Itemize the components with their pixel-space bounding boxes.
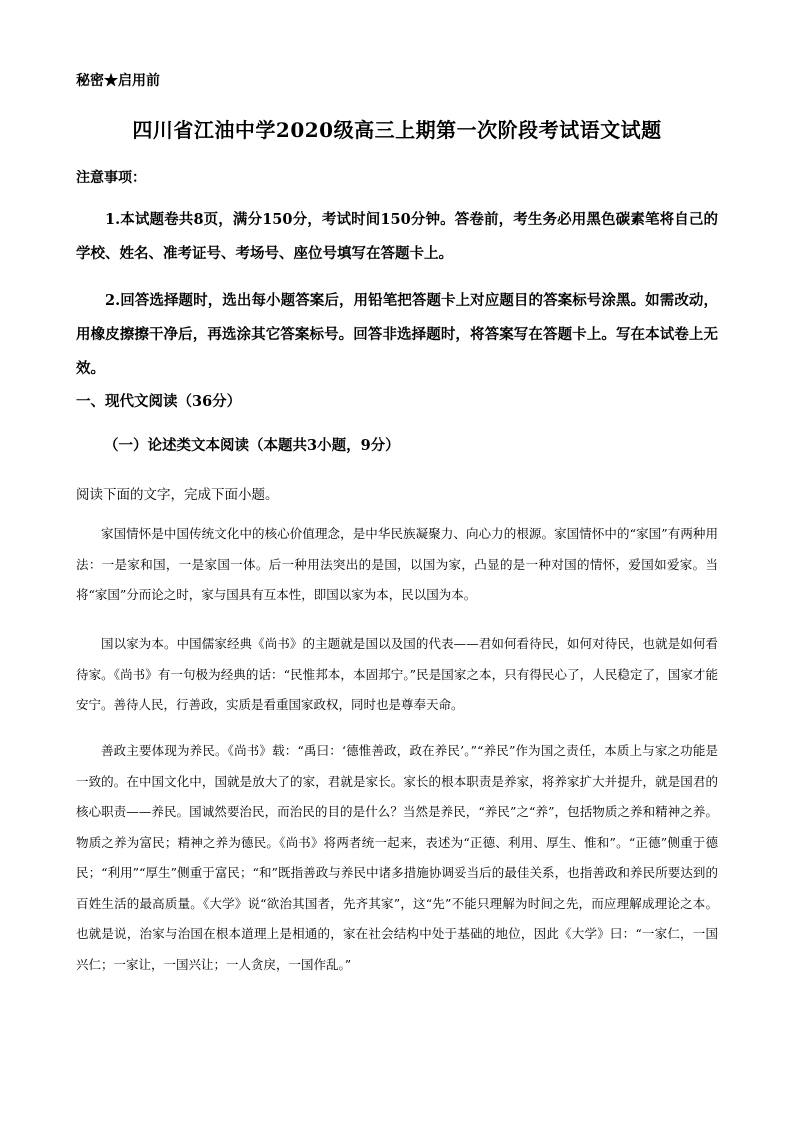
- notice-item-1: 1.本试题卷共8页，满分150分，考试时间150分钟。答卷前，考生务必用黑色碳素笔将自己的学校、姓名、准考证号、考场号、座位号填写在答题卡上。: [76, 211, 718, 262]
- passage-paragraph-1: 家国情怀是中国传统文化中的核心价值理念，是中华民族凝聚力、向心力的根源。家国情怀中的“家国”有两种用法：一是家和国，一是家国一体。后一种用法突出的是国，以国为家，凸显的是一种对国的情怀，爱国如爱家。当将“家国”分而论之时，家与国具有互本性，即国以家为本，民以国为本。: [76, 526, 718, 602]
- passage-paragraph-3: 善政主要体现为养民。《尚书》载：“禹曰：‘德惟善政，政在养民’。”“养民”作为国之责任，本质上与家之功能是一致的。在中国文化中，国就是放大了的家，君就是家长。家长的根本职责是养家，将养家扩大并提升，就是国君的核心职责——养民。国诚然要治民，而治民的目的是什么？当然是养民，“养民”之“养”，包括物质之养和精神之养。物质之养为富民；精神之养为德民。《尚书》将两者统一起来，表述为“正德、利用、厚生、惟和”。“正德”侧重于德民；“利用”“厚生”侧重于富民；“和”既指善政与养民中诸多措施协调妥当后的最佳关系，也指善政和养民所要达到的百姓生活的最高质量。《大学》说“欲治其国者，先齐其家”，这“先”不能只理解为时间之先，而应理解成理论之本。也就是说，治家与治国在根本道理上是相通的，家在社会结构中处于基础的地位，因此《大学》曰：“一家仁，一国兴仁；一家让，一国兴让；一人贪戾，一国作乱。”: [76, 743, 718, 972]
- reading-instruction: 阅读下面的文字，完成下面小题。: [76, 487, 279, 503]
- section-heading: 一、现代文阅读（36分）: [76, 393, 242, 410]
- passage-paragraph-2: 国以家为本。中国儒家经典《尚书》的主题就是国以及国的代表——君如何看待民，如何对待民，也就是如何看待家。《尚书》有一句极为经典的话：“民惟邦本，本固邦宁。”民是国家之本，只有得民心了，人民稳定了，国家才能安宁。善待人民，行善政，实质是看重国家政权，同时也是尊奉天命。: [76, 636, 718, 712]
- notice-item-2: 2.回答选择题时，选出每小题答案后，用铅笔把答题卡上对应题目的答案标号涂黑。如需改动，用橡皮擦擦干净后，再选涂其它答案标号。回答非选择题时，将答案写在答题卡上。写在本试卷上无效。: [76, 292, 718, 377]
- subsection-heading: （一）论述类文本阅读（本题共3小题，9分）: [104, 437, 400, 454]
- confidential-label: 秘密★启用前: [76, 73, 160, 89]
- notice-heading: 注意事项：: [76, 170, 146, 186]
- page-title: 四川省江油中学2020级高三上期第一次阶段考试语文试题: [132, 118, 662, 142]
